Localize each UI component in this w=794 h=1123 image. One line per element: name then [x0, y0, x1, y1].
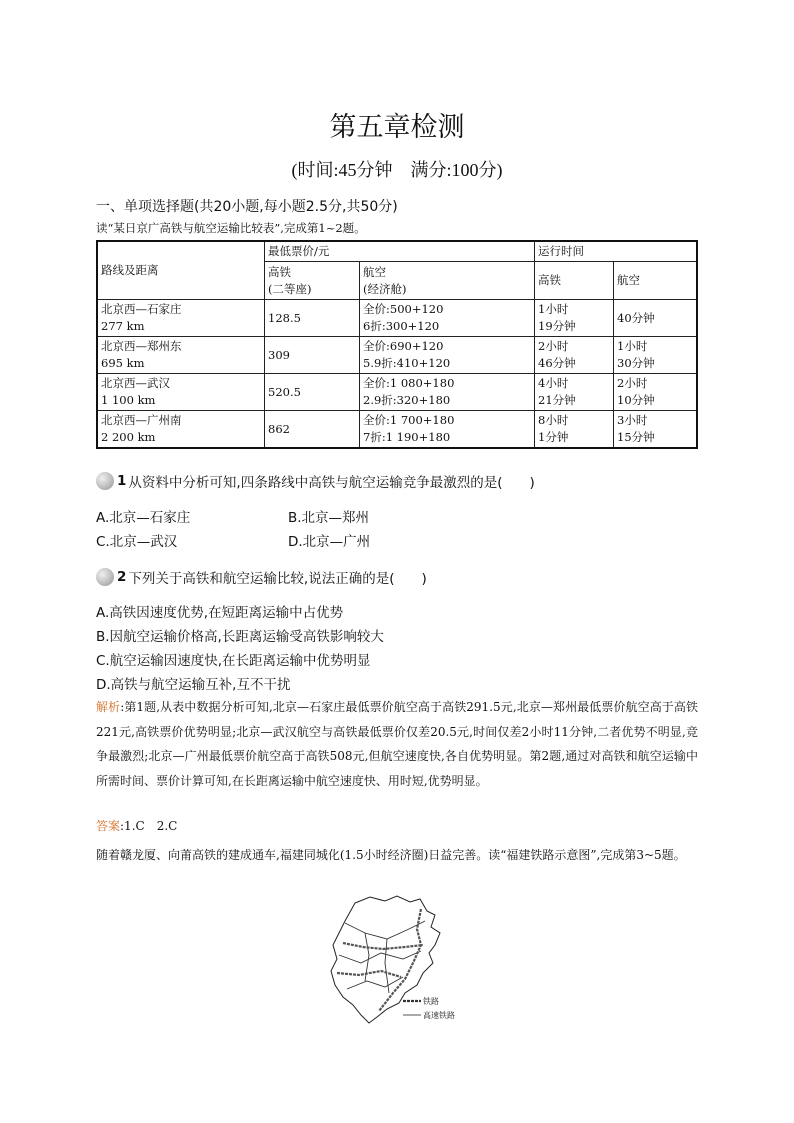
table-row: 北京西—石家庄 277 km 128.5 全价:500+120 6折:300+120 1小时 19分钟 40分钟 — [97, 300, 697, 337]
option-1a[interactable]: A.北京—石家庄 — [96, 510, 191, 526]
exam-info: (时间:45分钟 满分:100分) — [291, 160, 503, 180]
option-2b[interactable]: B.因航空运输价格高,长距离运输受高铁影响较大 — [96, 629, 384, 645]
option-2c[interactable]: C.航空运输因速度快,在长距离运输中优势明显 — [96, 653, 371, 669]
intro-text-2: 随着赣龙厦、向莆高铁的建成通车,福建同城化(1.5小时经济圈)日益完善。读“福建铁路示意图”,完成第3~5题。 — [96, 848, 686, 862]
intro-text: 读“某日京广高铁与航空运输比较表”,完成第1~2题。 — [96, 221, 366, 235]
high-speed-lines — [337, 909, 423, 1011]
header-price: 最低票价/元 — [265, 241, 535, 262]
question-bullet-icon — [96, 472, 114, 490]
question-bullet-icon — [96, 568, 114, 586]
header-rail-time: 高铁 — [535, 262, 614, 300]
header-route: 路线及距离 — [97, 241, 265, 300]
railway-lines — [339, 921, 425, 993]
header-air-time: 航空 — [614, 262, 698, 300]
header-air-price: 航空 (经济舱) — [360, 262, 535, 300]
option-1b[interactable]: B.北京—郑州 — [288, 510, 370, 526]
page-title: 第五章检测 — [329, 112, 465, 143]
header-rail-price: 高铁 (二等座) — [265, 262, 360, 300]
question-2: 2 下列关于高铁和航空运输比较,说法正确的是( ) — [96, 567, 427, 587]
answer-text: :1.C 2.C — [120, 819, 178, 833]
question-1: 1 从资料中分析可知,四条路线中高铁与航空运输竞争最激烈的是( ) — [96, 471, 535, 491]
option-1c[interactable]: C.北京—武汉 — [96, 534, 178, 550]
legend-rail: 铁路 — [423, 997, 439, 1006]
option-2a[interactable]: A.高铁因速度优势,在短距离运输中占优势 — [96, 605, 344, 621]
legend-hsr: 高速铁路 — [423, 1011, 455, 1020]
analysis-text: :第1题,从表中数据分析可知,北京—石家庄最低票价航空高于高铁291.5元,北京—郑州最低票价航空高于高铁221元,高铁票价优势明显;北京—武汉航空与高铁最低票价仅差20.5元,时间仅差2小时11分钟,二者优势不明显,竞争最激烈;北京—广州最低票价航空高于高铁508元,但航空速度快,各自优势明显。第2题,通过对高铁和航空运输中所需时间、票价计算可知,在长距离运输中航空速度快、用时短,优势明显。 — [96, 700, 698, 788]
answer-label: 答案 — [96, 819, 121, 833]
option-1d[interactable]: D.北京—广州 — [288, 534, 371, 550]
map-legend — [403, 996, 455, 1020]
comparison-table — [96, 240, 698, 449]
section-heading: 一、单项选择题(共20小题,每小题2.5分,共50分) — [96, 199, 398, 215]
table-row: 北京西—广州南 2 200 km 862 全价:1 700+180 7折:1 190+180 8小时 1分钟 3小时 15分钟 — [97, 411, 697, 449]
answer — [96, 817, 177, 834]
analysis — [96, 695, 698, 793]
table-row: 北京西—武汉 1 100 km 520.5 全价:1 080+180 2.9折:320+180 4小时 21分钟 2小时 10分钟 — [97, 374, 697, 411]
table-row: 北京西—郑州东 695 km 309 全价:690+120 5.9折:410+120 2小时 46分钟 1小时 30分钟 — [97, 337, 697, 374]
option-2d[interactable]: D.高铁与航空运输互补,互不干扰 — [96, 677, 291, 693]
analysis-label: 解析 — [96, 700, 121, 714]
fujian-railway-map — [325, 893, 470, 1028]
header-time: 运行时间 — [535, 241, 698, 262]
